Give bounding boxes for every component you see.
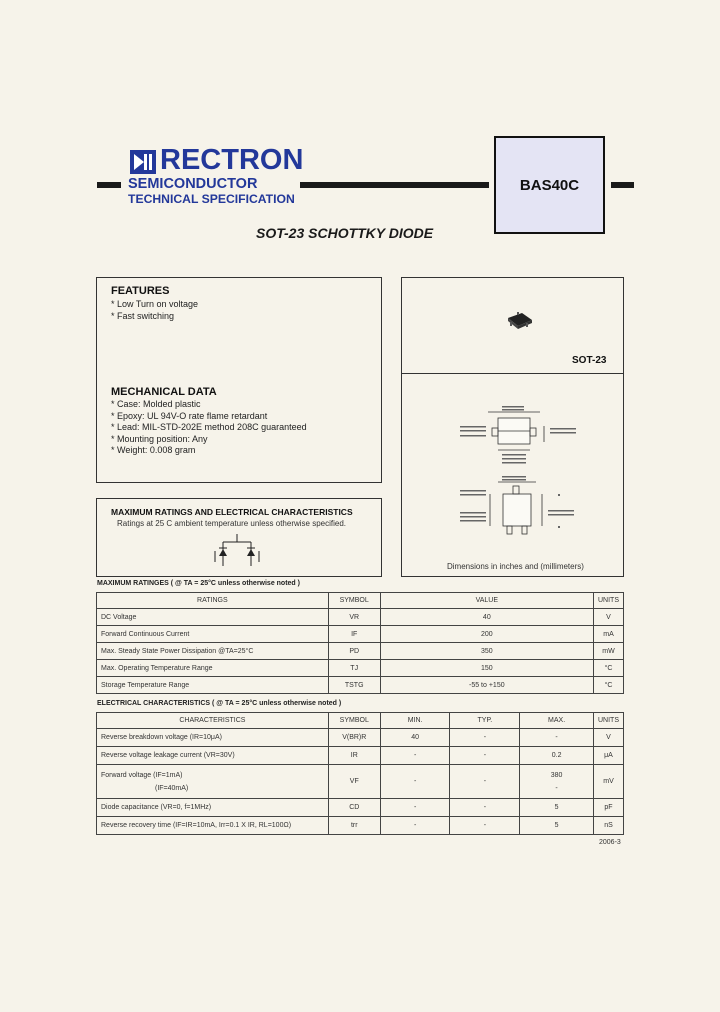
table-row (97, 677, 624, 694)
table-cell: - (380, 747, 450, 765)
brand-logo-icon (130, 150, 156, 174)
table-cell: VF (328, 765, 380, 799)
part-number: BAS40C (519, 176, 580, 194)
ratings-box (96, 498, 382, 577)
table-cell: 200 (380, 626, 593, 643)
table-row (97, 643, 624, 660)
table-cell: - (450, 765, 520, 799)
table-cell: pF (593, 799, 623, 817)
package-image (502, 310, 536, 337)
table-cell (97, 765, 329, 799)
table-cell: TSTG (328, 677, 380, 694)
table-cell: - (450, 799, 520, 817)
table-cell: mW (593, 643, 623, 660)
ratings-note: Ratings at 25 C ambient temperature unless otherwise specified. (117, 519, 347, 528)
table-cell: °C (593, 660, 623, 677)
table-header: CHARACTERISTICS (97, 713, 329, 729)
ratings-heading: MAXIMUM RATINGS AND ELECTRICAL CHARACTERISTICS (111, 507, 353, 517)
table-cell: °C (593, 677, 623, 694)
mechanical-heading: MECHANICAL DATA (111, 386, 217, 398)
max-ratings-table (96, 592, 624, 694)
table-cell (520, 765, 594, 799)
list-item: * Lead: MIL-STD-202E method 208C guaranteed (111, 422, 307, 432)
table-cell: V (593, 729, 623, 747)
features-box (96, 277, 382, 483)
table-cell: trr (328, 817, 380, 835)
table-row (97, 729, 624, 747)
table-cell: - (450, 747, 520, 765)
table-cell: μA (593, 747, 623, 765)
circuit-diagram (209, 532, 265, 575)
table-cell: 350 (380, 643, 593, 660)
table-row (97, 799, 624, 817)
table-header: MAX. (520, 713, 594, 729)
table-row (97, 817, 624, 835)
table-cell: V (593, 609, 623, 626)
header-rule-left (97, 182, 121, 188)
table-cell: IF (328, 626, 380, 643)
table-cell: - (380, 817, 450, 835)
package-name: SOT-23 (572, 355, 607, 366)
package-box (401, 277, 624, 577)
table-header-row (97, 593, 624, 609)
cell-line: (IF=40mA) (155, 784, 189, 792)
brand-subtitle: TECHNICAL SPECIFICATION (128, 192, 295, 206)
table-header: UNITS (593, 593, 623, 609)
part-number-box (494, 136, 605, 234)
cell-line: - (555, 784, 558, 792)
table-cell: Reverse breakdown voltage (IR=10μA) (97, 729, 329, 747)
table-cell: -55 to +150 (380, 677, 593, 694)
table-header: VALUE (380, 593, 593, 609)
table-header: UNITS (593, 713, 623, 729)
table-cell: 5 (520, 799, 594, 817)
table-header-row (97, 713, 624, 729)
features-heading: FEATURES (111, 285, 170, 297)
table-cell: mV (593, 765, 623, 799)
document-code: 2006-3 (599, 839, 621, 846)
table-cell: V(BR)R (328, 729, 380, 747)
list-item: * Weight: 0.008 gram (111, 445, 196, 455)
table-header: MIN. (380, 713, 450, 729)
table-cell: 5 (520, 817, 594, 835)
electrical-caption: ELECTRICAL CHARACTERISTICS ( @ TA = 25°C unless otherwise noted ) (97, 700, 342, 707)
max-ratings-caption: MAXIMUM RATINGES ( @ TA = 25°C unless otherwise noted ) (97, 580, 300, 587)
package-outline-drawing (458, 398, 588, 553)
table-cell: nS (593, 817, 623, 835)
table-cell: Reverse recovery time (IF=IR=10mA, Irr=0.1 X IR, RL=100Ω) (97, 817, 329, 835)
table-cell: PD (328, 643, 380, 660)
table-header: RATINGS (97, 593, 329, 609)
table-cell: DC Voltage (97, 609, 329, 626)
table-cell: 150 (380, 660, 593, 677)
header-rule-right (611, 182, 634, 188)
table-cell: VR (328, 609, 380, 626)
table-cell: - (380, 799, 450, 817)
brand-name: RECTRON (160, 144, 304, 176)
table-cell: - (450, 817, 520, 835)
features-list (111, 299, 198, 322)
table-header: TYP. (450, 713, 520, 729)
table-row (97, 626, 624, 643)
cell-line: Forward voltage (IF=1mA) (101, 771, 183, 779)
table-cell: Max. Operating Temperature Range (97, 660, 329, 677)
table-cell: - (520, 729, 594, 747)
table-cell: mA (593, 626, 623, 643)
table-cell: - (380, 765, 450, 799)
package-divider (402, 373, 623, 374)
table-cell: Forward Continuous Current (97, 626, 329, 643)
table-cell: CD (328, 799, 380, 817)
table-row (97, 660, 624, 677)
table-row (97, 609, 624, 626)
table-header: SYMBOL (328, 713, 380, 729)
table-cell: 40 (380, 609, 593, 626)
mechanical-list (111, 399, 307, 457)
list-item: * Epoxy: UL 94V-O rate flame retardant (111, 410, 268, 421)
list-item: * Case: Molded plastic (111, 399, 201, 409)
table-header: SYMBOL (328, 593, 380, 609)
table-row (97, 747, 624, 765)
product-title: SOT-23 SCHOTTKY DIODE (256, 225, 434, 241)
list-item: * Low Turn on voltage (111, 299, 199, 309)
list-item: * Mounting position: Any (111, 433, 208, 444)
table-cell: Max. Steady State Power Dissipation @TA=25°C (97, 643, 329, 660)
table-cell: IR (328, 747, 380, 765)
list-item: * Fast switching (111, 310, 175, 321)
table-cell: - (450, 729, 520, 747)
table-cell: Diode capacitance (VR=0, f=1MHz) (97, 799, 329, 817)
table-cell: 0.2 (520, 747, 594, 765)
brand-division: SEMICONDUCTOR (128, 176, 258, 192)
table-cell: Reverse voltage leakage current (VR=30V) (97, 747, 329, 765)
cell-line: 380 (550, 771, 563, 779)
table-cell: TJ (328, 660, 380, 677)
dimensions-note: Dimensions in inches and (millimeters) (447, 562, 584, 571)
electrical-table (96, 712, 624, 835)
table-row (97, 765, 624, 799)
header-rule-middle (300, 182, 489, 188)
table-cell: Storage Temperature Range (97, 677, 329, 694)
table-cell: 40 (380, 729, 450, 747)
